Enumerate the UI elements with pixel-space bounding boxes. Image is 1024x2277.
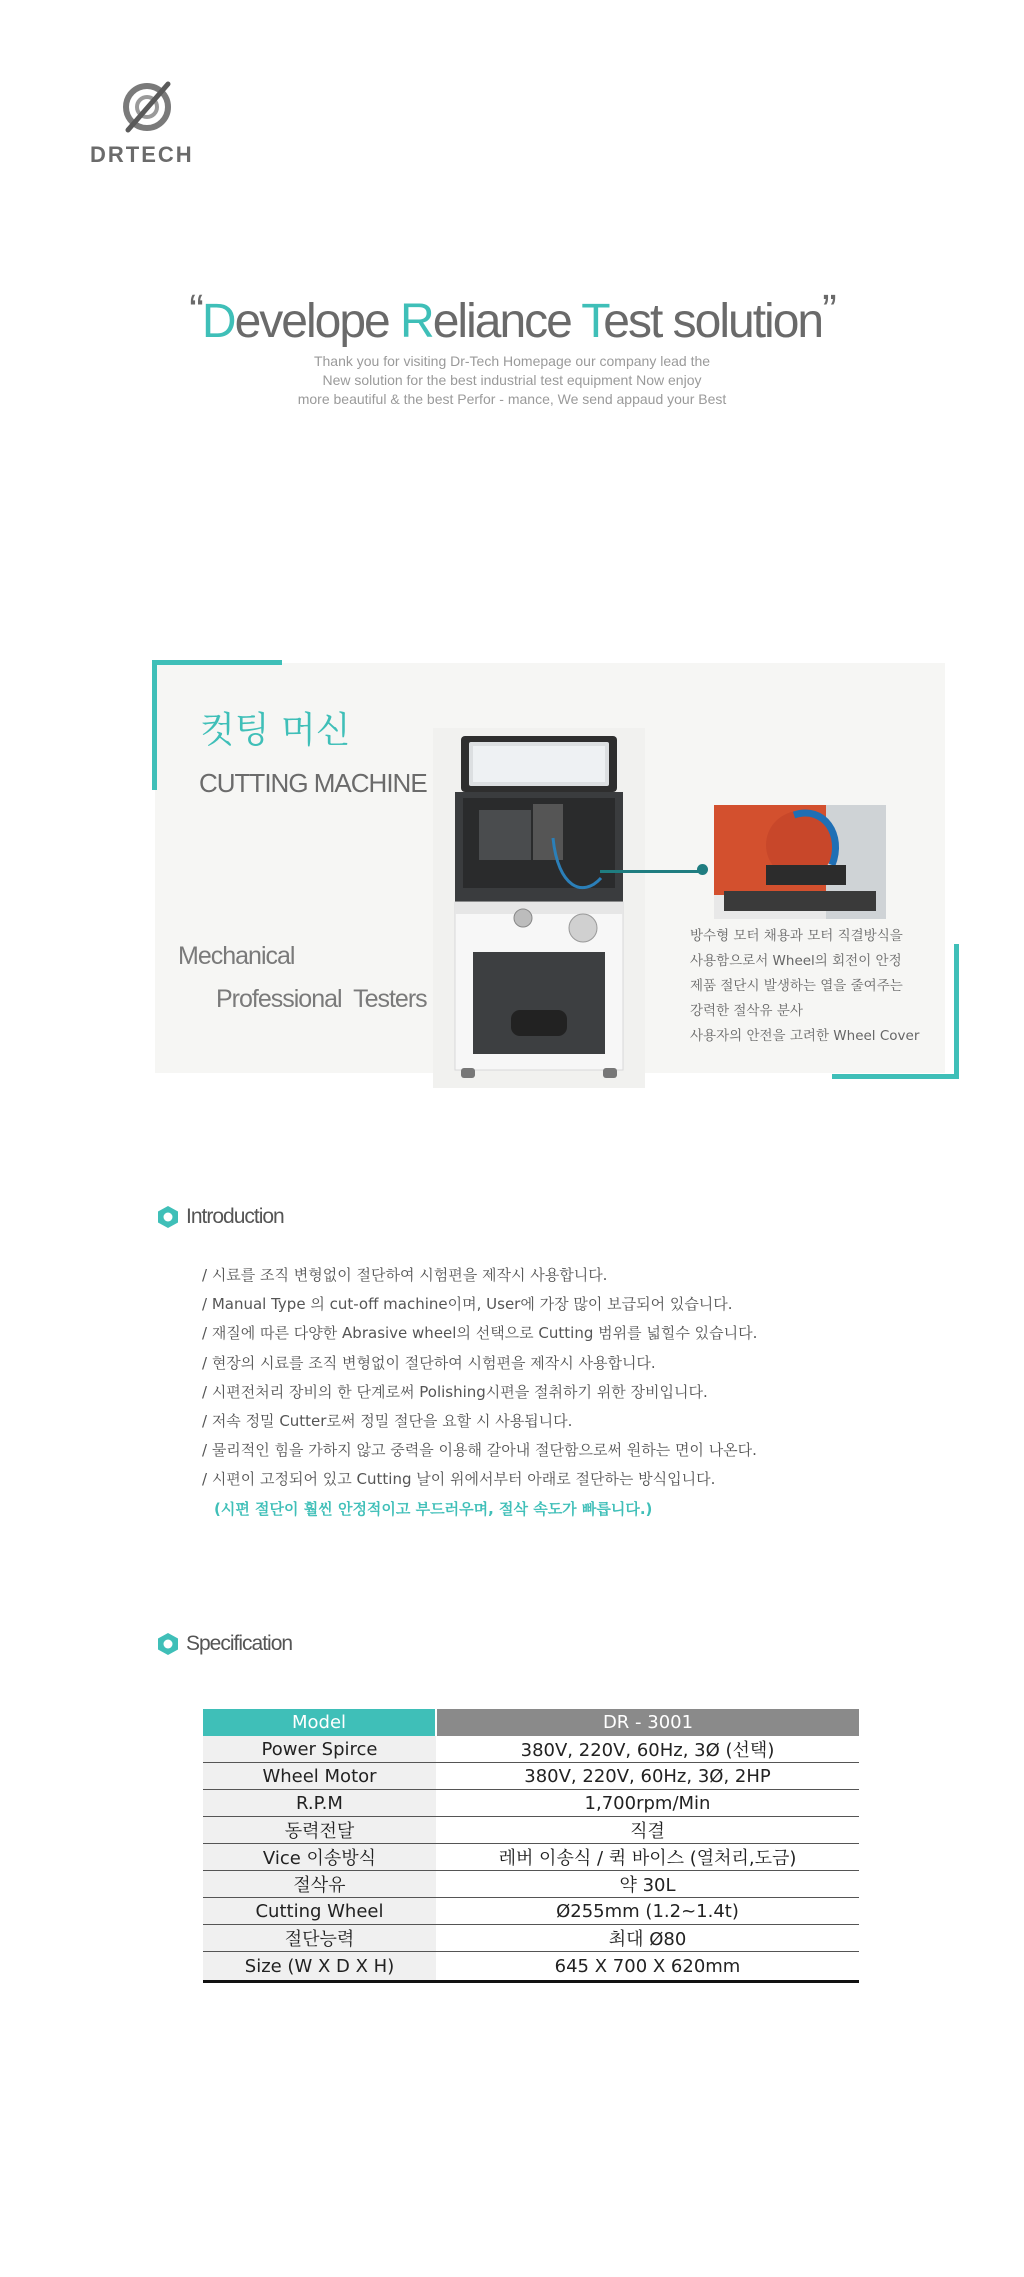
- introduction-highlight: (시편 절단이 훨씬 안정적이고 부드러우며, 절삭 속도가 빠릅니다.): [214, 1499, 653, 1518]
- tagline-letter-t: T: [581, 295, 604, 348]
- list-item: / 시료를 조직 변형없이 절단하여 시험편을 제작시 사용합니다.: [202, 1266, 608, 1284]
- list-item: / 시편이 고정되어 있고 Cutting 날이 위에서부터 아래로 절단하는 방식입니다.: [202, 1470, 716, 1489]
- hexagon-icon: [156, 1205, 180, 1229]
- spec-value: 약 30L: [436, 1871, 859, 1898]
- spec-value: 레버 이송식 / 퀵 바이스 (열처리,도금): [436, 1844, 859, 1871]
- list-item: / 시편전처리 장비의 한 단계로써 Polishing시편을 절취하기 위한 장비입니다.: [202, 1382, 708, 1401]
- corner-accent: [152, 660, 157, 790]
- list-item: / 저속 정밀 Cutter로써 정밀 절단을 요할 시 사용됩니다.: [202, 1412, 573, 1431]
- hero-intro: [0, 352, 1024, 409]
- spec-key: 동력전달: [203, 1817, 436, 1844]
- tagline-letter-d: D: [201, 295, 235, 348]
- table-row: [203, 1898, 859, 1925]
- section-title: Introduction: [186, 1205, 284, 1228]
- feature-item: 제품 절단시 발생하는 열을 줄여주는: [690, 978, 903, 994]
- specification-heading: [156, 1632, 292, 1656]
- corner-accent: [832, 1074, 959, 1079]
- spec-key: Power Spirce: [203, 1736, 436, 1763]
- brand-logo[interactable]: [90, 80, 210, 170]
- spec-key: R.P.M: [203, 1790, 436, 1817]
- list-item: / Manual Type 의 cut-off machine이며, User에 가장 많이 보급되어 있습니다.: [202, 1295, 733, 1314]
- spec-key: 절삭유: [203, 1871, 436, 1898]
- spec-value: 직결: [436, 1817, 859, 1844]
- feature-item: 방수형 모터 채용과 모터 직결방식을: [690, 928, 903, 944]
- spec-key: Vice 이송방식: [203, 1844, 436, 1871]
- brand-name: DRTECH: [90, 142, 194, 167]
- spec-value: 최대 Ø80: [436, 1925, 859, 1952]
- feature-list: [690, 924, 919, 1049]
- table-row: [203, 1817, 859, 1844]
- hero-intro-line: Thank you for visiting Dr-Tech Homepage our company lead the: [313, 353, 711, 369]
- callout-line: [600, 870, 700, 873]
- table-row: [203, 1871, 859, 1898]
- table-row: [203, 1763, 859, 1790]
- spec-value: 645 X 700 X 620mm: [436, 1952, 859, 1982]
- drtech-logo-icon: [120, 80, 174, 134]
- hero-intro-line: more beautiful & the best Perfor - mance, We send appaud your Best: [297, 391, 727, 407]
- corner-accent: [954, 944, 959, 1079]
- tagline-word-test-solution: est solution: [603, 295, 823, 348]
- spec-value: 380V, 220V, 60Hz, 3Ø, 2HP: [436, 1763, 859, 1790]
- model-value: DR - 3001: [436, 1709, 859, 1736]
- table-row: [203, 1790, 859, 1817]
- table-row: [203, 1844, 859, 1871]
- spec-key: Wheel Motor: [203, 1763, 436, 1790]
- spec-value: 380V, 220V, 60Hz, 3Ø (선택): [436, 1736, 859, 1763]
- tagline-letter-r: R: [400, 295, 433, 348]
- slogan-line-1: Mechanical: [178, 942, 295, 970]
- wheel-detail-image: [714, 805, 886, 919]
- section-title: Specification: [186, 1632, 293, 1655]
- quote-open: “: [189, 286, 202, 335]
- hero-tagline: [0, 286, 1024, 349]
- product-title-korean: 컷팅 머신: [200, 710, 351, 751]
- product-title-english: CUTTING MACHINE: [199, 768, 427, 798]
- spec-value: Ø255mm (1.2~1.4t): [436, 1898, 859, 1925]
- spec-key: Cutting Wheel: [203, 1898, 436, 1925]
- feature-item: 사용자의 안전을 고려한 Wheel Cover: [690, 1028, 920, 1044]
- spec-key: Size (W X D X H): [203, 1952, 436, 1982]
- hero-intro-line: New solution for the best industrial test equipment Now enjoy: [322, 372, 702, 388]
- table-row: [203, 1925, 859, 1952]
- quote-close: ”: [822, 286, 835, 335]
- spec-value: 1,700rpm/Min: [436, 1790, 859, 1817]
- model-label: Model: [203, 1709, 436, 1736]
- cutting-machine-image: [433, 728, 645, 1088]
- callout-dot: [697, 864, 708, 875]
- tagline-word-develope: evelope: [234, 295, 401, 348]
- table-header-row: [203, 1709, 859, 1736]
- table-row: [203, 1736, 859, 1763]
- table-row: [203, 1952, 859, 1982]
- spec-table: [203, 1709, 859, 1983]
- introduction-heading: [156, 1205, 284, 1229]
- list-item: / 재질에 따른 다양한 Abrasive wheel의 선택으로 Cutting 범위를 넓힐수 있습니다.: [202, 1324, 758, 1343]
- tagline-word-reliance: eliance: [432, 295, 582, 348]
- spec-key: 절단능력: [203, 1925, 436, 1952]
- list-item: / 현장의 시료를 조직 변형없이 절단하여 시험편을 제작시 사용합니다.: [202, 1353, 656, 1372]
- feature-item: 사용함으로서 Wheel의 회전이 안정: [690, 953, 902, 969]
- slogan-line-2: Professional Testers: [216, 985, 427, 1013]
- corner-accent: [152, 660, 282, 665]
- list-item: / 물리적인 힘을 가하지 않고 중력을 이용해 갈아내 절단함으로써 원하는 면이 나온다.: [202, 1441, 757, 1460]
- hexagon-icon: [156, 1632, 180, 1656]
- introduction-list: [202, 1261, 757, 1524]
- feature-item: 강력한 절삭유 분사: [690, 1003, 803, 1019]
